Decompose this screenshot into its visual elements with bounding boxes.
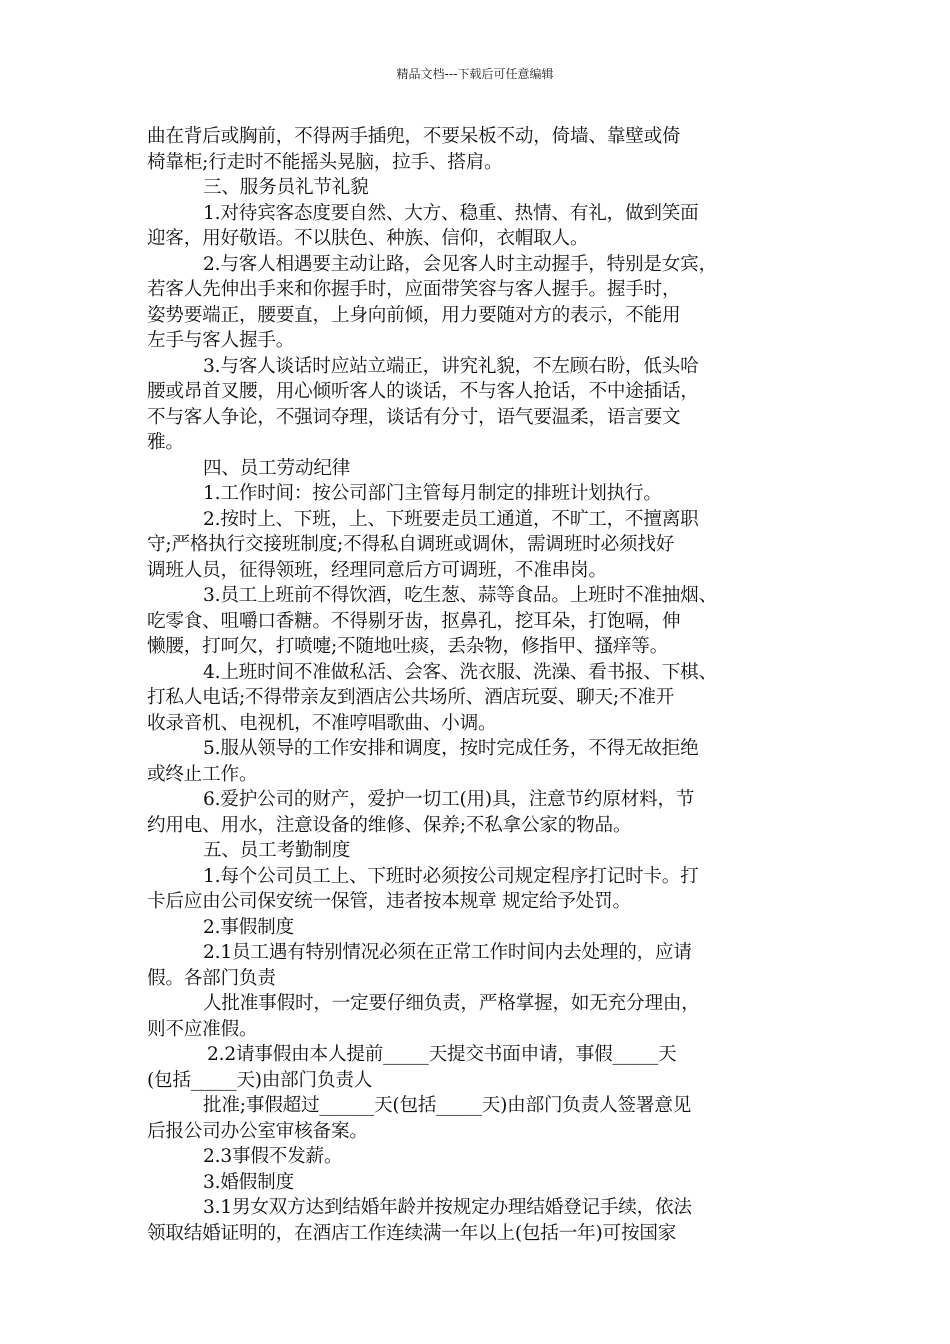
body-line: 假。各部门负责 [147, 967, 276, 989]
body-line: 约用电、用水，注意设备的维修、保养;不私拿公家的物品。 [147, 814, 632, 836]
body-line: 后报公司办公室审核备案。 [147, 1120, 368, 1142]
body-line: 2.3事假不发薪。 [203, 1146, 343, 1167]
body-line: 2.与客人相遇要主动让路，会见客人时主动握手，特别是女宾， [203, 253, 717, 275]
body-line: 曲在背后或胸前，不得两手插兜，不要呆板不动，倚墙、靠壁或倚 [147, 126, 681, 147]
body-line: 左手与客人握手。 [147, 330, 295, 351]
body-line: 2.1员工遇有特别情况必须在正常工作时间内去处理的，应请 [203, 942, 692, 963]
body-line: 2.2请事假由本人提前_____天提交书面申请，事假_____天 [207, 1044, 677, 1065]
page-header: 精品文档---下载后可任意编辑 [396, 67, 554, 81]
body-line: 3.婚假制度 [203, 1171, 294, 1193]
body-line: 不与客人争论，不强词夺理，谈话有分寸，语气要温柔，语言要文 [147, 406, 681, 428]
body-line: 1.工作时间：按公司部门主管每月制定的排班计划执行。 [203, 483, 662, 504]
body-line: 三、服务员礼节礼貌 [203, 177, 369, 198]
body-line: 领取结婚证明的，在酒店工作连续满一年以上(包括一年)可按国家 [147, 1222, 677, 1244]
body-line: 2.按时上、下班，上、下班要走员工通道，不旷工，不擅离职 [203, 508, 699, 530]
body-line: 卡后应由公司保安统一保管，违者按本规章 规定给予处罚。 [147, 891, 631, 912]
body-line: 1.每个公司员工上、下班时必须按公司规定程序打记时卡。打 [203, 865, 699, 887]
body-line: 3.1男女双方达到结婚年龄并按规定办理结婚登记手续，依法 [203, 1197, 692, 1218]
body-line: 懒腰，打呵欠，打喷嚏;不随地吐痰，丢杂物，修指甲、搔痒等。 [147, 636, 669, 657]
body-line: 5.服从领导的工作安排和调度，按时完成任务，不得无故拒绝 [203, 738, 699, 759]
body-line: 吃零食、咀嚼口香糖。不得剔牙齿，抠鼻孔，挖耳朵，打饱嗝，伸 [147, 610, 681, 632]
body-line: 批准;事假超过______天(包括_____天)由部门负责人签署意见 [203, 1095, 692, 1116]
body-line: 6.爱护公司的财产，爱护一切工(用)具，注意节约原材料，节 [203, 789, 695, 810]
body-line: 1.对待宾客态度要自然、大方、稳重、热情、有礼，做到笑面 [203, 202, 699, 224]
body-line: 五、员工考勤制度 [203, 840, 351, 861]
body-line: 3.与客人谈话时应站立端正，讲究礼貌，不左顾右盼，低头哈 [203, 355, 699, 377]
body-line: 雅。 [147, 432, 184, 453]
body-line: 2.事假制度 [203, 916, 294, 938]
body-line: 腰或昂首叉腰，用心倾听客人的谈话，不与客人抢话，不中途插话， [147, 381, 699, 402]
body-line: (包括_____天)由部门负责人 [147, 1069, 373, 1091]
body-line: 椅靠柜;行走时不能摇头晃脑，拉手、搭肩。 [147, 151, 503, 173]
body-line: 3.员工上班前不得饮酒，吃生葱、蒜等食品。上班时不准抽烟、 [203, 585, 717, 606]
body-line: 打私人电话;不得带亲友到酒店公共场所、酒店玩耍、聊天;不准开 [147, 687, 675, 708]
body-line: 若客人先伸出手来和你握手时，应面带笑容与客人握手。握手时， [147, 279, 681, 300]
body-line: 姿势要端正，腰要直，上身向前倾，用力要随对方的表示，不能用 [147, 304, 681, 326]
body-line: 则不应准假。 [147, 1018, 258, 1040]
body-line: 守;严格执行交接班制度;不得私自调班或调休，需调班时必须找好 [147, 534, 675, 555]
body-line: 四、员工劳动纪律 [203, 457, 351, 479]
body-line: 4.上班时间不准做私活、会客、洗衣服、洗澡、看书报、下棋、 [203, 661, 717, 683]
body-line: 迎客，用好敬语。不以肤色、种族、信仰，衣帽取人。 [147, 228, 589, 249]
body-line: 或终止工作。 [147, 763, 258, 785]
body-line: 调班人员，征得领班，经理同意后方可调班，不准串岗。 [147, 559, 607, 581]
document-body [147, 124, 807, 1246]
body-line: 人批准事假时，一定要仔细负责，严格掌握，如无充分理由， [203, 993, 700, 1014]
body-line: 收录音机、电视机，不准哼唱歌曲、小调。 [147, 712, 497, 734]
